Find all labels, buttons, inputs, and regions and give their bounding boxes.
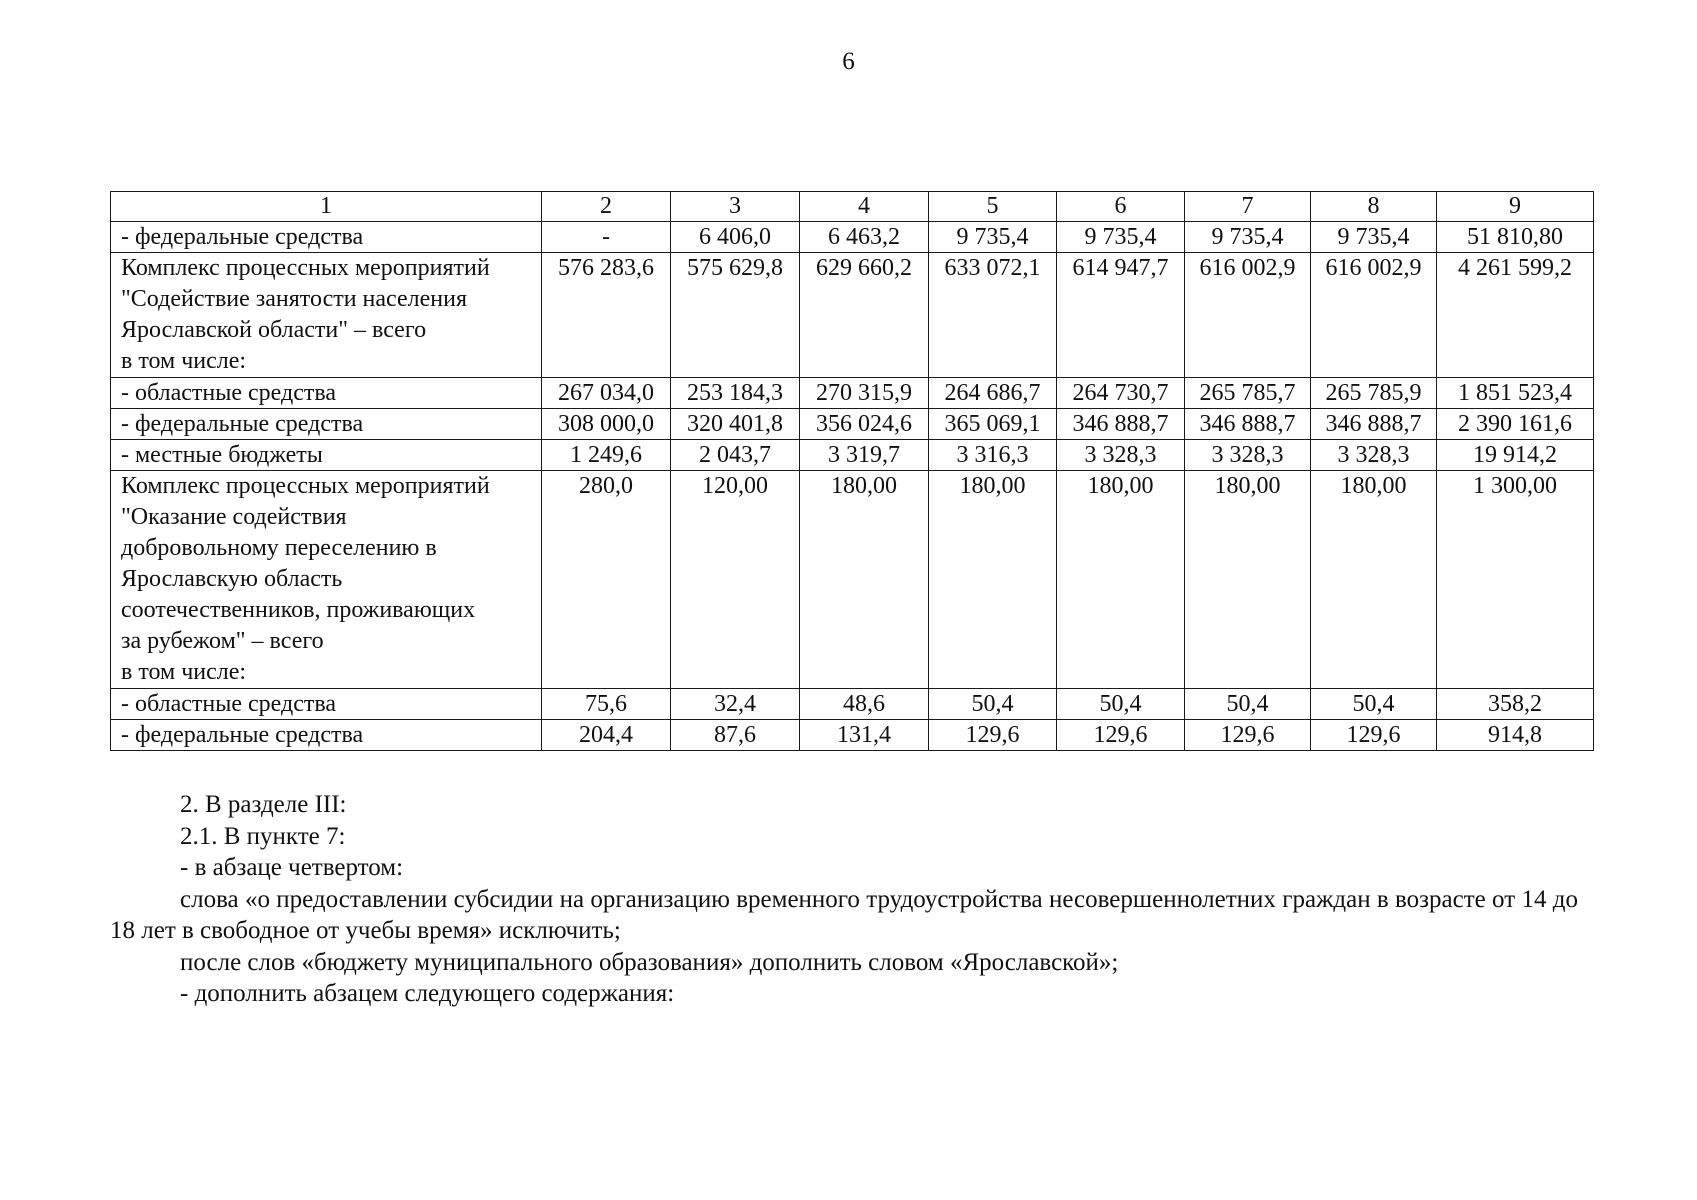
table-cell: 180,00: [800, 471, 929, 689]
table-cell: 270 315,9: [800, 378, 929, 409]
table-cell: 264 686,7: [929, 378, 1057, 409]
column-number: 9: [1437, 192, 1594, 222]
table-cell: 6 463,2: [800, 222, 929, 253]
table-cell: 265 785,7: [1185, 378, 1311, 409]
table-cell: 1 300,00: [1437, 471, 1594, 689]
item-heading: 2.1. В пункте 7:: [180, 822, 346, 850]
table-cell: 6 406,0: [671, 222, 800, 253]
column-number: 5: [929, 192, 1057, 222]
table-cell: 264 730,7: [1057, 378, 1185, 409]
row-label: Комплекс процессных мероприятий "Содействие занятости населения Ярославской области" – всего в том числе:: [111, 253, 542, 378]
table-cell: 253 184,3: [671, 378, 800, 409]
table-cell: 616 002,9: [1185, 253, 1311, 378]
table-row: [111, 689, 1594, 720]
table-cell: 129,6: [1185, 720, 1311, 751]
row-label: - федеральные средства: [111, 222, 542, 253]
table-cell: 9 735,4: [1057, 222, 1185, 253]
table-cell: 308 000,0: [542, 409, 671, 440]
column-number: 4: [800, 192, 929, 222]
amendment-text: [110, 789, 1578, 1010]
table-cell: 50,4: [1057, 689, 1185, 720]
row-label: - областные средства: [111, 689, 542, 720]
table-cell: 616 002,9: [1311, 253, 1437, 378]
table-cell: 365 069,1: [929, 409, 1057, 440]
table-cell: 3 328,3: [1311, 440, 1437, 471]
table-cell: 180,00: [1185, 471, 1311, 689]
table-cell: 9 735,4: [929, 222, 1057, 253]
row-label: - областные средства: [111, 378, 542, 409]
table-cell: 914,8: [1437, 720, 1594, 751]
table-cell: 1 851 523,4: [1437, 378, 1594, 409]
table-cell: 1 249,6: [542, 440, 671, 471]
table-cell: 358,2: [1437, 689, 1594, 720]
table-cell: 19 914,2: [1437, 440, 1594, 471]
table-cell: 633 072,1: [929, 253, 1057, 378]
table-header-row: [111, 192, 1594, 222]
table-cell: 346 888,7: [1311, 409, 1437, 440]
table-cell: 87,6: [671, 720, 800, 751]
row-label: - федеральные средства: [111, 720, 542, 751]
table-row: [111, 409, 1594, 440]
table-cell: 575 629,8: [671, 253, 800, 378]
table-cell: 3 328,3: [1057, 440, 1185, 471]
paragraph: после слов «бюджету муниципального образования» дополнить словом «Ярославской»;: [180, 948, 1119, 976]
column-number: 7: [1185, 192, 1311, 222]
table-cell: 180,00: [1057, 471, 1185, 689]
row-label: - местные бюджеты: [111, 440, 542, 471]
table-cell: 267 034,0: [542, 378, 671, 409]
table-row: [111, 222, 1594, 253]
paragraph: - в абзаце четвертом:: [180, 854, 404, 881]
table-cell: 50,4: [929, 689, 1057, 720]
paragraph: - дополнить абзацем следующего содержания:: [180, 980, 675, 1007]
table-cell: 50,4: [1185, 689, 1311, 720]
table-cell: 614 947,7: [1057, 253, 1185, 378]
table-cell: 180,00: [1311, 471, 1437, 689]
column-number: 3: [671, 192, 800, 222]
table-cell: -: [542, 222, 671, 253]
table-cell: 576 283,6: [542, 253, 671, 378]
table-row: [111, 440, 1594, 471]
table-cell: 48,6: [800, 689, 929, 720]
table-cell: 3 316,3: [929, 440, 1057, 471]
table-cell: 320 401,8: [671, 409, 800, 440]
table-cell: 180,00: [929, 471, 1057, 689]
table-row: [111, 378, 1594, 409]
table-cell: 2 390 161,6: [1437, 409, 1594, 440]
row-label: Комплекс процессных мероприятий "Оказание содействия добровольному переселению в Ярославскую область соотечественников, проживающих за рубежом" – всего в том числе:: [111, 471, 542, 689]
budget-table: [110, 191, 1594, 751]
table-cell: 129,6: [929, 720, 1057, 751]
column-number: 8: [1311, 192, 1437, 222]
table-cell: 3 319,7: [800, 440, 929, 471]
column-number: 2: [542, 192, 671, 222]
table-cell: 75,6: [542, 689, 671, 720]
table-cell: 9 735,4: [1185, 222, 1311, 253]
table-cell: 4 261 599,2: [1437, 253, 1594, 378]
table-cell: 2 043,7: [671, 440, 800, 471]
section-heading: 2. В разделе III:: [180, 791, 347, 818]
table-cell: 346 888,7: [1057, 409, 1185, 440]
table-cell: 280,0: [542, 471, 671, 689]
table-cell: 204,4: [542, 720, 671, 751]
table-row: [111, 471, 1594, 689]
table-cell: 120,00: [671, 471, 800, 689]
table-cell: 131,4: [800, 720, 929, 751]
table-cell: 50,4: [1311, 689, 1437, 720]
table-cell: 129,6: [1057, 720, 1185, 751]
table-cell: 629 660,2: [800, 253, 929, 378]
table-cell: 32,4: [671, 689, 800, 720]
column-number: 6: [1057, 192, 1185, 222]
table-cell: 265 785,9: [1311, 378, 1437, 409]
row-label: - федеральные средства: [111, 409, 542, 440]
table-cell: 3 328,3: [1185, 440, 1311, 471]
table-cell: 129,6: [1311, 720, 1437, 751]
table-cell: 51 810,80: [1437, 222, 1594, 253]
paragraph: слова «о предоставлении субсидии на организацию временного трудоустройства несовершеннолетних граждан в возрасте от 14 до 18 лет в свободное от учебы время» исключить;: [110, 885, 1578, 944]
table-row: [111, 253, 1594, 378]
column-number: 1: [111, 192, 542, 222]
table-row: [111, 720, 1594, 751]
table-cell: 346 888,7: [1185, 409, 1311, 440]
table-cell: 9 735,4: [1311, 222, 1437, 253]
page-number: 6: [842, 48, 855, 75]
table-cell: 356 024,6: [800, 409, 929, 440]
